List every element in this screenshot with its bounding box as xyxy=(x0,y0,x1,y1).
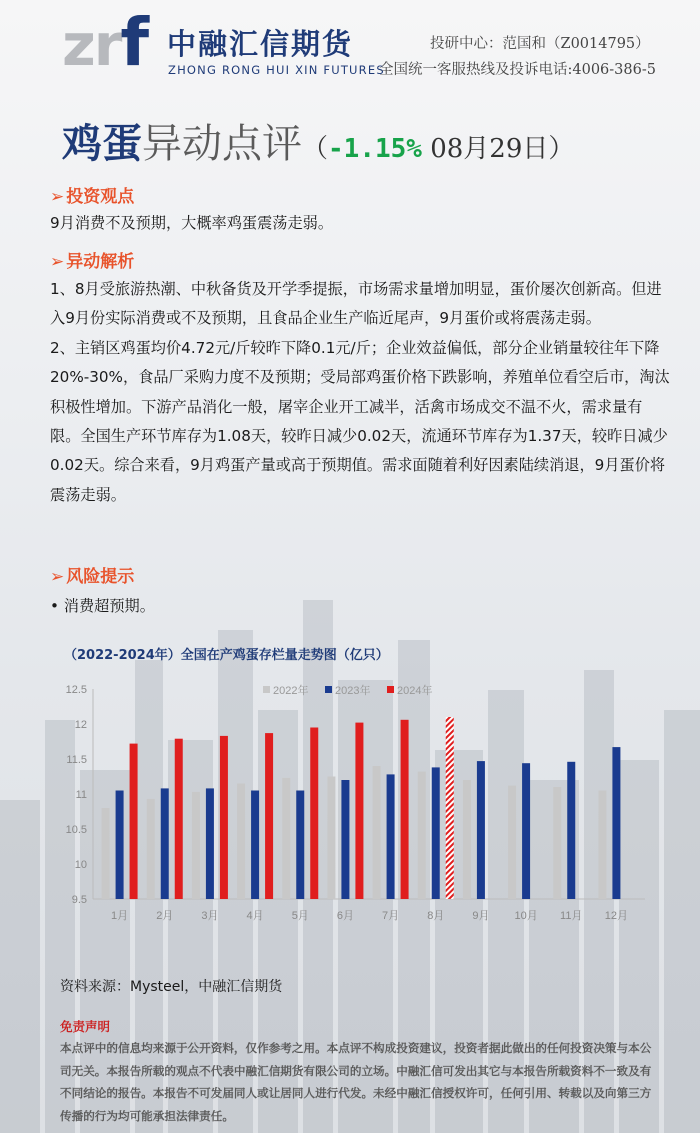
y-tick-label: 11.5 xyxy=(66,754,87,766)
x-tick-label: 10月 xyxy=(514,910,538,922)
x-tick-label: 12月 xyxy=(604,910,629,922)
bar-2022年-7月 xyxy=(373,766,381,899)
section-heading-view: ➢ 投资观点 xyxy=(50,187,135,207)
bar-2024年-8月 xyxy=(446,717,454,899)
legend-swatch xyxy=(325,686,332,693)
bar-2022年-10月 xyxy=(508,786,516,899)
analysis-paragraph-1: 1、8月受旅游热潮、中秋备货及开学季提振，市场需求量增加明显，蛋价屡次创新高。但进入9月份实际消费或不及预期，且食品企业生产临近尾声，9月蛋价或将震荡走弱。 xyxy=(50,280,662,328)
bar-2023年-6月 xyxy=(341,780,349,899)
risk-item: • 消费超预期。 xyxy=(50,597,155,615)
x-tick-label: 5月 xyxy=(291,910,309,922)
bar-2022年-11月 xyxy=(553,787,561,899)
x-tick-label: 1月 xyxy=(111,910,129,922)
price-change: -1.15% xyxy=(328,134,422,164)
bar-2022年-9月 xyxy=(463,780,471,899)
chart-title: （2022-2024年）全国在产鸡蛋存栏量走势图（亿只） xyxy=(64,648,389,663)
bar-2022年-12月 xyxy=(598,791,606,900)
analysis-paragraph-2: 2、主销区鸡蛋均价4.72元/斤较昨下降0.1元/斤；企业效益偏低，部分企业销量较往年下降20%-30%，食品厂采购力度不及预期；受局部鸡蛋价格下跌影响，养殖单位看空后市，淘汰积极性增加。下游产品消化一般，屠宰企业开工减半，活禽市场成交不温不火，需求量有限。全国生产环节库存为1.08天，较昨日减少0.02天，流通环节库存为1.37天，较昨日减少0.02天。综合来看，9月鸡蛋产量或高于预期值。需求面随着利好因素陆续消退，9月蛋价将震荡走弱。 xyxy=(50,338,670,504)
bar-2024年-2月 xyxy=(175,739,183,899)
arrow-icon: ➢ xyxy=(50,252,65,272)
y-tick-label: 9.5 xyxy=(71,894,87,906)
bar-2023年-7月 xyxy=(387,774,395,899)
bar-2022年-1月 xyxy=(102,808,110,899)
view-text: 9月消费不及预期，大概率鸡蛋震荡走弱。 xyxy=(50,214,334,232)
bar-2024年-1月 xyxy=(130,744,138,899)
disclaimer-body: 本点评中的信息均来源于公开资料，仅作参考之用。本点评不构成投资建议，投资者据此做出的任何投资决策与本公司无关。本报告所载的观点不代表中融汇信期货有限公司的立场。中融汇信可发出其它与本报告所载资料不一致及有不同结论的报告。本报告不可发届同人或让居同人进行代发。未经中融汇信授权许可，任何引用、转载以及向第三方传播的行为均可能承担法律责任。 xyxy=(60,1041,652,1123)
x-tick-label: 7月 xyxy=(382,910,400,922)
bar-2023年-1月 xyxy=(116,791,124,900)
bar-2023年-12月 xyxy=(612,747,620,899)
bar-2022年-8月 xyxy=(418,772,426,899)
y-tick-label: 11 xyxy=(75,789,87,801)
bar-2022年-5月 xyxy=(282,778,290,899)
analysis-text xyxy=(50,275,670,510)
arrow-icon: ➢ xyxy=(50,187,65,207)
logo-mark: zrf xyxy=(62,4,148,81)
arrow-icon: ➢ xyxy=(50,567,65,587)
bar-2023年-9月 xyxy=(477,761,485,899)
x-tick-label: 8月 xyxy=(427,910,445,922)
bar-2024年-3月 xyxy=(220,736,228,899)
legend-label: 2022年 xyxy=(273,685,309,697)
x-tick-label: 2月 xyxy=(156,910,174,922)
company-name-cn: 中融汇信期货 xyxy=(167,27,354,61)
y-tick-label: 10.5 xyxy=(65,824,87,836)
title-product: 鸡蛋 xyxy=(62,120,142,167)
bar-2023年-5月 xyxy=(296,791,304,900)
bar-2022年-3月 xyxy=(192,792,200,899)
research-center-contact: 投研中心：范国和（Z0014795） xyxy=(430,36,650,52)
bar-2023年-2月 xyxy=(161,788,169,899)
bar-2023年-10月 xyxy=(522,763,530,899)
service-hotline: 全国统一客服热线及投诉电话:4006-386-5 xyxy=(379,62,656,78)
x-tick-label: 3月 xyxy=(201,910,219,922)
title-label: 异动点评 xyxy=(142,121,302,167)
bar-2023年-4月 xyxy=(251,791,259,900)
y-tick-label: 10 xyxy=(74,859,87,871)
bar-2022年-6月 xyxy=(327,777,335,900)
bar-2022年-4月 xyxy=(237,784,245,900)
data-source: 资料来源：Mysteel，中融汇信期货 xyxy=(60,979,283,995)
company-logo xyxy=(62,4,385,82)
bar-2024年-5月 xyxy=(310,728,318,900)
legend-label: 2024年 xyxy=(397,685,433,697)
title-date: 08月29日） xyxy=(421,134,575,164)
page-title: 鸡蛋异动点评（-1.15% 08月29日） xyxy=(62,120,575,167)
x-tick-label: 9月 xyxy=(472,910,490,922)
bar-2024年-7月 xyxy=(401,720,409,899)
section-heading-risk: ➢ 风险提示 xyxy=(50,567,135,587)
bar-2024年-6月 xyxy=(355,723,363,899)
y-tick-label: 12.5 xyxy=(65,684,87,696)
bar-2023年-11月 xyxy=(567,762,575,899)
y-tick-label: 12 xyxy=(74,719,87,731)
bar-2023年-3月 xyxy=(206,788,214,899)
bar-2024年-4月 xyxy=(265,733,273,899)
legend-swatch xyxy=(263,686,270,693)
egg-inventory-chart xyxy=(55,675,655,935)
x-tick-label: 4月 xyxy=(246,910,264,922)
company-name-en: ZHONG RONG HUI XIN FUTURES xyxy=(168,63,385,77)
bar-2023年-8月 xyxy=(432,767,440,899)
legend-swatch xyxy=(387,686,394,693)
bar-2022年-2月 xyxy=(147,799,155,899)
x-tick-label: 11月 xyxy=(560,910,583,922)
disclaimer-title: 免责声明 xyxy=(60,1019,111,1034)
legend-label: 2023年 xyxy=(335,685,371,697)
bullet-icon: • xyxy=(50,597,59,615)
section-heading-analysis: ➢ 异动解析 xyxy=(50,252,135,272)
x-tick-label: 6月 xyxy=(336,910,354,922)
